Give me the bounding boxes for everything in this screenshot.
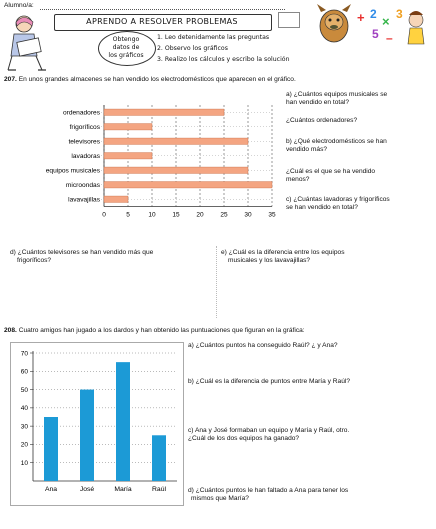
svg-text:+: +	[357, 10, 365, 25]
bar-ordenadores	[104, 109, 224, 115]
category-label: lavadoras	[71, 153, 100, 161]
steps-list	[157, 32, 290, 65]
x-tick-label: 0	[102, 211, 106, 219]
x-tick-label: 25	[220, 211, 228, 219]
question-208-a: a) ¿Cuántos puntos ha conseguido Raúl? ¿ y Ana?	[188, 342, 338, 349]
darts-bar-chart	[11, 343, 183, 505]
bar-televisores	[104, 138, 248, 144]
category-label: ordenadores	[62, 109, 100, 117]
question-207-c: c) ¿Cuántas lavadoras y frigoríficos se han vendido en total?	[286, 196, 390, 211]
y-tick-label: 70	[20, 350, 28, 358]
appliances-bar-chart	[4, 101, 284, 223]
question-208-d: d) ¿Cuántos puntos le han faltado a Ana para tener los mismos que María?	[188, 487, 349, 502]
y-tick-label: 60	[20, 368, 28, 376]
bar-José	[80, 390, 94, 481]
x-tick-label: 30	[244, 211, 252, 219]
question-208-c: c) Ana y José formaban un equipo y María y Raúl, otro. ¿Cuál de los dos equipos ha ganado?	[188, 427, 350, 442]
x-tick-label: 10	[148, 211, 156, 219]
speech-bubble-text: Obtengo datos de los gráficos	[108, 36, 144, 59]
alumno-label: Alumno/a:	[4, 2, 34, 9]
bar-María	[116, 362, 130, 481]
bar-Raúl	[152, 435, 166, 481]
bar-frigoríficos	[104, 124, 152, 130]
darts-chart-frame	[10, 342, 184, 506]
x-tick-label: 15	[172, 211, 180, 219]
bar-microondas	[104, 182, 272, 188]
answer-divider	[216, 246, 217, 318]
bar-lavavajillas	[104, 196, 128, 202]
svg-text:2: 2	[370, 7, 377, 21]
name-line[interactable]	[40, 9, 285, 10]
page-title: APRENDO A RESOLVER PROBLEMAS	[86, 17, 238, 26]
y-tick-label: 40	[20, 405, 28, 413]
score-box[interactable]	[278, 12, 300, 28]
question-207-a: a) ¿Cuántos equipos musicales se han vendido en total?	[286, 91, 388, 106]
y-tick-label: 30	[20, 423, 28, 431]
question-207-a2: ¿Cuántos ordenadores?	[286, 117, 358, 124]
question-207-b: b) ¿Qué electrodomésticos se han vendido más?	[286, 138, 387, 153]
svg-text:3: 3	[396, 7, 403, 21]
svg-text:–: –	[386, 31, 393, 45]
category-label: televisores	[68, 138, 100, 146]
category-label: frigoríficos	[69, 124, 100, 132]
svg-text:×: ×	[382, 14, 390, 29]
step-3: 3. Realizo los cálculos y escribo la solución	[157, 56, 290, 63]
mascot-illustration	[312, 2, 432, 46]
category-label: Ana	[44, 486, 58, 493]
category-label: equipos musicales	[45, 167, 100, 175]
x-tick-label: 5	[126, 211, 130, 219]
x-tick-label: 35	[268, 211, 276, 219]
question-208-b: b) ¿Cuál es la diferencia de puntos entre María y Raúl?	[188, 378, 350, 385]
category-label: Raúl	[152, 486, 166, 493]
step-1: 1. Leo detenidamente las preguntas	[157, 34, 270, 41]
y-tick-label: 10	[20, 460, 28, 468]
bar-Ana	[44, 417, 58, 481]
question-207-e: e) ¿Cuál es la diferencia entre los equipos musicales y los lavavajillas?	[221, 249, 345, 264]
question-207-d: d) ¿Cuántos televisores se han vendido más que frigoríficos?	[10, 249, 154, 264]
student-illustration	[4, 12, 56, 72]
category-label: lavavajillas	[68, 196, 100, 204]
y-tick-label: 20	[20, 441, 28, 449]
step-2: 2. Observo los gráficos	[157, 45, 228, 52]
x-tick-label: 20	[196, 211, 204, 219]
problem-208-statement: 208. Cuatro amigos han jugado a los dardos y han obtenido las puntuaciones que figuran en la gráfica:	[4, 327, 305, 334]
category-label: José	[79, 486, 95, 493]
bar-equipos-musicales	[104, 167, 248, 173]
svg-text:5: 5	[372, 27, 379, 41]
bar-lavadoras	[104, 153, 152, 159]
category-label: microondas	[65, 182, 100, 190]
problem-207-statement: 207. En unos grandes almacenes se han vendido los electrodomésticos que aparecen en el gráfico.	[4, 76, 296, 83]
appliances-chart	[4, 101, 284, 223]
question-207-b2: ¿Cuál es el que se ha vendido menos?	[286, 168, 376, 183]
category-label: María	[114, 486, 132, 493]
y-tick-label: 50	[20, 386, 28, 394]
